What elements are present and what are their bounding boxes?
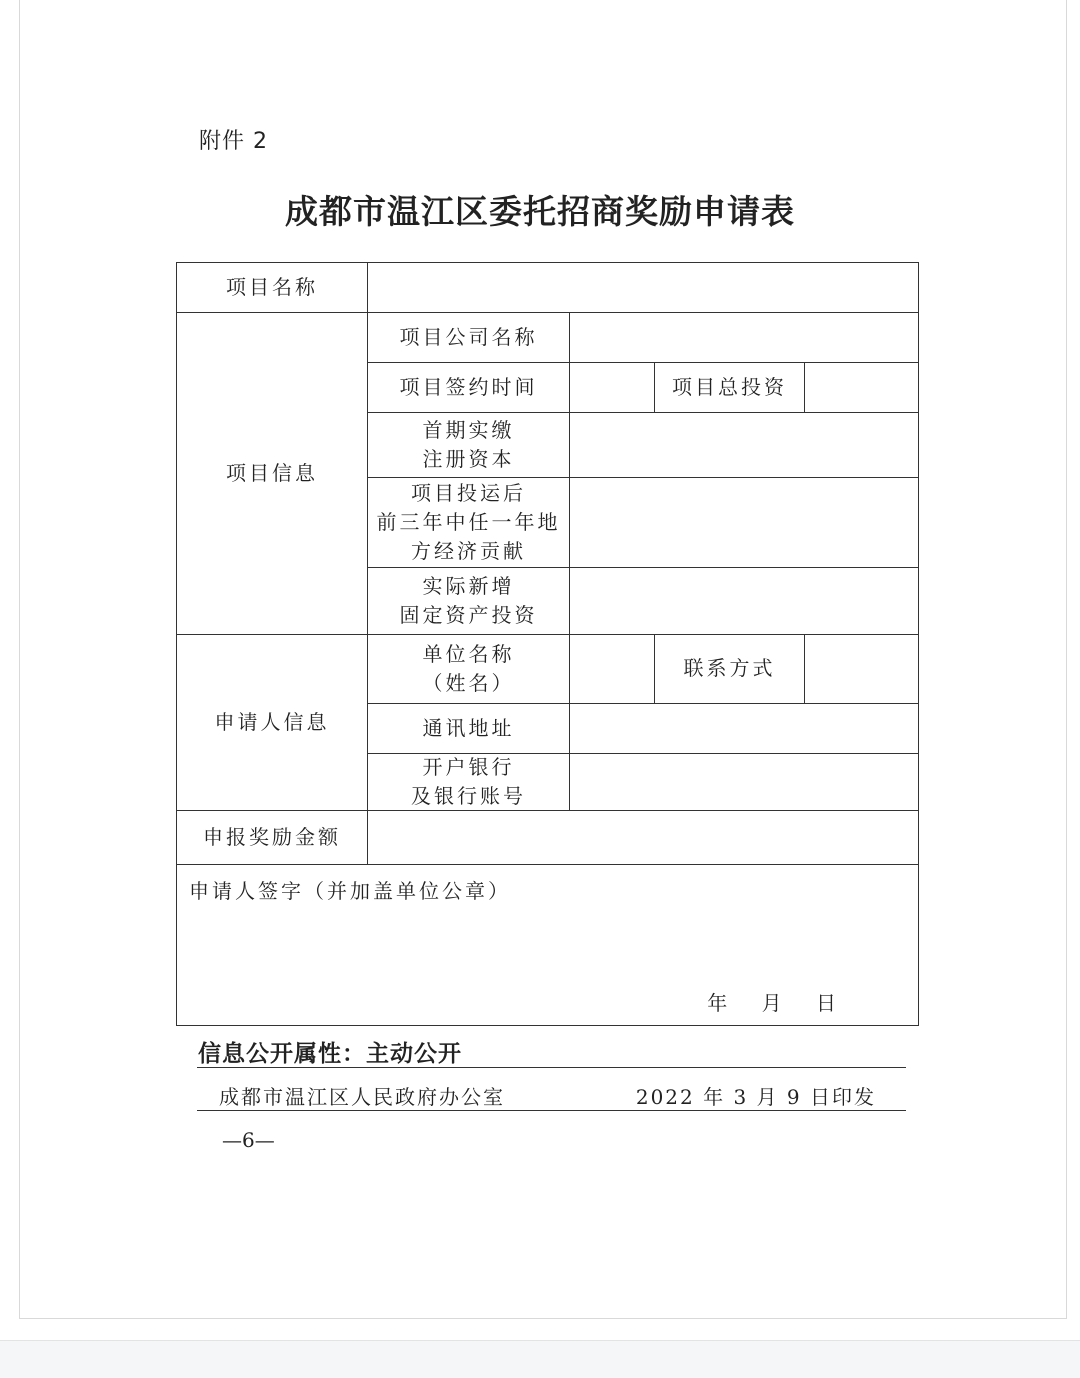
contact-label: 联系方式 [683,656,776,680]
viewer-bottom-bar [0,1340,1080,1378]
col-divider [804,634,805,703]
sign-time-label: 项目签约时间 [399,374,538,399]
application-form-table [176,262,919,1026]
fixed-asset-label: 实际新增 固定资产投资 [399,573,538,627]
footer-rule-bottom [197,1110,906,1111]
signature-label: 申请人签字（并加盖单位公章） [189,879,511,903]
signature-area [177,865,918,1025]
bank-label: 开户银行 及银行账号 [411,754,526,808]
applicant-info-label: 申请人信息 [214,709,330,734]
project-info-label: 项目信息 [226,460,318,485]
footer-rule-top [197,1067,906,1068]
form-title: 成都市温江区委托招商奖励申请表 [285,192,795,231]
economic-contribution-label: 项目投运后 前三年中任一年地 方经济贡献 [376,480,561,563]
reward-amount-label: 申报奖励金额 [203,824,341,849]
issuing-office: 成都市温江区人民政府办公室 [219,1085,505,1109]
project-name-label: 项目名称 [226,275,318,299]
total-investment-label: 项目总投资 [672,374,787,399]
company-name-label: 项目公司名称 [399,324,538,349]
attachment-label: 附件 2 [199,129,268,154]
unit-name-label: 单位名称 （姓名） [422,641,515,695]
disclosure-attribute: 信息公开属性：主动公开 [198,1040,462,1067]
issue-date: 2022 年 3 月 9 日印发 [635,1085,876,1109]
registered-capital-label: 首期实缴 注册资本 [422,417,515,471]
col-divider [569,312,570,810]
date-label: 年 月 日 [707,991,838,1015]
page-number: —6— [222,1128,275,1152]
col-divider [804,362,805,412]
address-label: 通讯地址 [422,715,515,740]
